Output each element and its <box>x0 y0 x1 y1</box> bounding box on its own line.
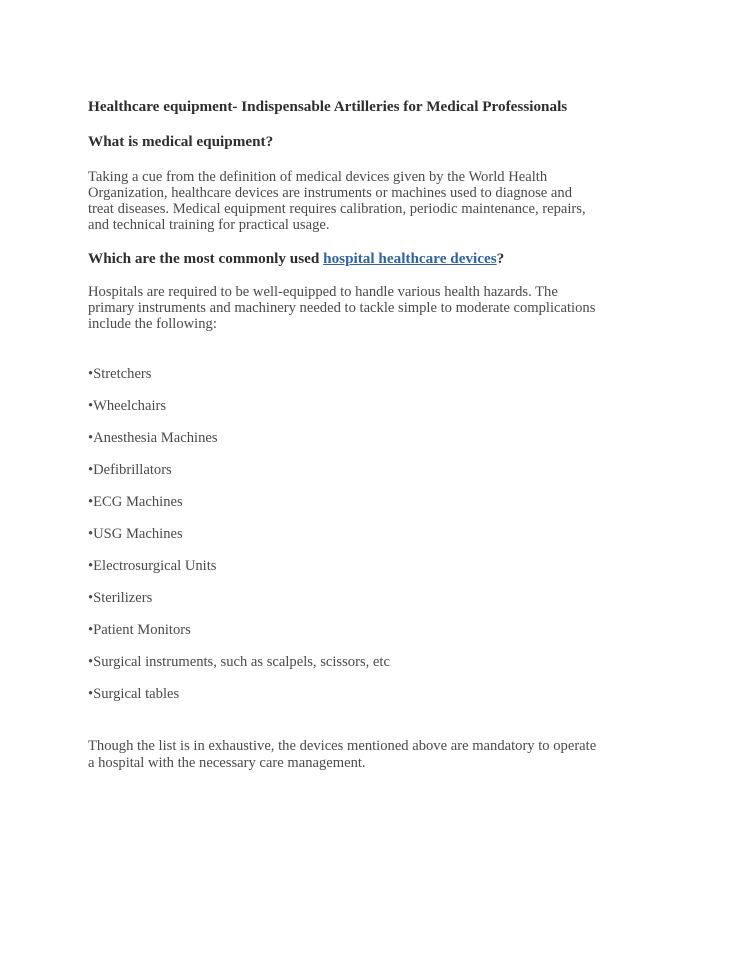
list-item: •Surgical instruments, such as scalpels, scissors, etc <box>88 654 390 670</box>
paragraph-line: Hospitals are required to be well-equipped to handle various health hazards. The <box>88 284 558 300</box>
list-item: •Wheelchairs <box>88 398 167 414</box>
section-heading <box>88 251 504 267</box>
closing-line: Though the list is in exhaustive, the devices mentioned above are mandatory to operate <box>88 738 597 754</box>
heading-text: ? <box>496 250 505 267</box>
closing-line: a hospital with the necessary care management. <box>88 755 366 771</box>
paragraph-line: primary instruments and machinery needed to tackle simple to moderate complications <box>88 300 596 316</box>
heading-text: Which are the most commonly used <box>88 250 324 267</box>
paragraph-line: Organization, healthcare devices are instruments or machines used to diagnose and <box>88 185 572 201</box>
list-item: •Surgical tables <box>88 686 180 702</box>
section-heading: What is medical equipment? <box>88 133 274 150</box>
document-title: Healthcare equipment- Indispensable Artilleries for Medical Professionals <box>88 98 568 115</box>
hospital-healthcare-devices-link[interactable]: hospital healthcare devices <box>323 250 497 267</box>
paragraph-line: Taking a cue from the definition of medical devices given by the World Health <box>88 169 548 185</box>
list-item: •Anesthesia Machines <box>88 430 218 446</box>
list-item: •Sterilizers <box>88 590 153 606</box>
list-item: •Defibrillators <box>88 462 172 478</box>
paragraph-line: and technical training for practical usage. <box>88 217 330 233</box>
list-item: •Patient Monitors <box>88 622 191 638</box>
paragraph-line: include the following: <box>88 316 217 332</box>
list-item: •Electrosurgical Units <box>88 558 217 574</box>
list-item: •USG Machines <box>88 526 183 542</box>
list-item: •Stretchers <box>88 366 152 382</box>
paragraph-line: treat diseases. Medical equipment requires calibration, periodic maintenance, repairs, <box>88 201 586 217</box>
list-item: •ECG Machines <box>88 494 183 510</box>
